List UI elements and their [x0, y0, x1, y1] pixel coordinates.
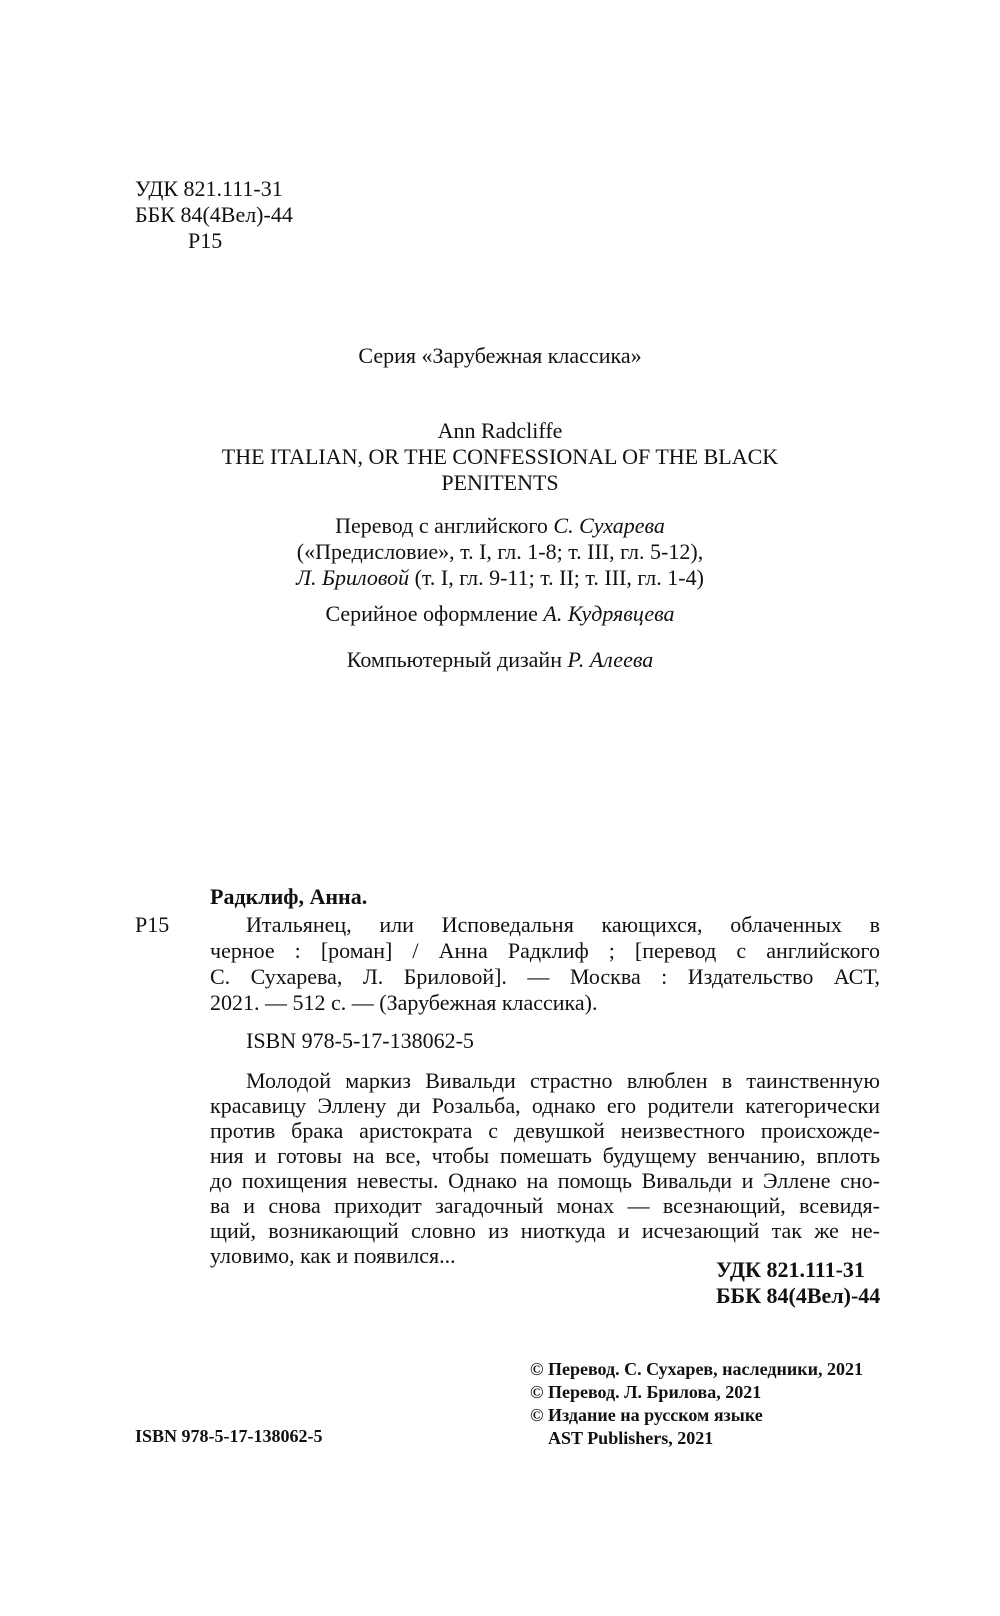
- computer-design-prefix: Компьютерный дизайн: [346, 647, 568, 672]
- copyright-line: AST Publishers, 2021: [548, 1428, 714, 1448]
- translation-line1: [0, 513, 1000, 539]
- bbk-code-top: ББК 84(4Вел)-44: [135, 202, 293, 227]
- catalog-isbn: ISBN 978-5-17-138062-5: [246, 1028, 474, 1053]
- catalog-description: [210, 912, 880, 1016]
- author-mark-top: Р15: [188, 228, 223, 253]
- annotation-line: ва и снова приходит загадочный монах — всезнающий, всевидя-: [210, 1193, 880, 1218]
- computer-designer: Р. Алеева: [567, 647, 654, 672]
- original-title-line2: PENITENTS: [441, 470, 559, 495]
- translation-line3: [0, 565, 1000, 591]
- translation-line3-rest: (т. I, гл. 9-11; т. II; т. III, гл. 1-4): [409, 565, 704, 590]
- series-design-prefix: Серийное оформление: [325, 601, 544, 626]
- copyright-line: © Перевод. Л. Брилова, 2021: [530, 1382, 762, 1402]
- series-design-credit: [0, 601, 1000, 627]
- original-title-line1: THE ITALIAN, OR THE CONFESSIONAL OF THE BLACK: [221, 444, 779, 469]
- bbk-code-bottom: ББК 84(4Вел)-44: [716, 1283, 881, 1308]
- udk-code-top: УДК 821.111-31: [135, 176, 283, 201]
- copyright-line: © Издание на русском языке: [530, 1405, 763, 1425]
- annotation-line: до похищения невесты. Однако на помощь Вивальди и Эллене сно-: [210, 1168, 880, 1193]
- catalog-line: 2021. — 512 с. — (Зарубежная классика).: [210, 990, 598, 1015]
- catalog-line: черное : [роман] / Анна Радклиф ; [перевод с английского: [210, 938, 880, 963]
- series-line: Серия «Зарубежная классика»: [358, 343, 642, 368]
- computer-design-credit: [0, 647, 1000, 673]
- annotation-line: щий, возникающий словно из ниоткуда и исчезающий так же не-: [210, 1218, 880, 1243]
- bottom-isbn: ISBN 978-5-17-138062-5: [135, 1426, 323, 1446]
- series-designer: А. Кудрявцева: [543, 601, 675, 626]
- catalog-heading: Радклиф, Анна.: [210, 884, 368, 909]
- udk-code-bottom: УДК 821.111-31: [716, 1257, 865, 1282]
- translation-line2: («Предисловие», т. I, гл. 1-8; т. III, гл. 5-12),: [296, 539, 704, 564]
- copyright-line: © Перевод. С. Сухарев, наследники, 2021: [530, 1359, 863, 1379]
- annotation-line: уловимо, как и появился...: [210, 1243, 456, 1268]
- annotation-line: против брака аристократа с девушкой неизвестного происхожде-: [210, 1118, 880, 1143]
- translator-1: С. Сухарева: [553, 513, 665, 538]
- annotation-line: ния и готовы на все, чтобы помешать будущему венчанию, вплоть: [210, 1143, 880, 1168]
- annotation: [210, 1068, 880, 1268]
- copyright-block: [530, 1358, 863, 1450]
- catalog-line: Итальянец, или Исповедальня кающихся, облаченных в: [246, 912, 880, 937]
- catalog-line: С. Сухарева, Л. Бриловой]. — Москва : Издательство АСТ,: [210, 964, 880, 989]
- annotation-line: красавицу Эллену ди Розальба, однако его родители категорически: [210, 1093, 880, 1118]
- original-author: Ann Radcliffe: [437, 418, 563, 443]
- annotation-line: Молодой маркиз Вивальди страстно влюблен в таинственную: [246, 1068, 880, 1093]
- translation-prefix: Перевод с английского: [335, 513, 554, 538]
- catalog-mark: Р15: [135, 912, 170, 937]
- translator-2: Л. Бриловой: [296, 565, 410, 590]
